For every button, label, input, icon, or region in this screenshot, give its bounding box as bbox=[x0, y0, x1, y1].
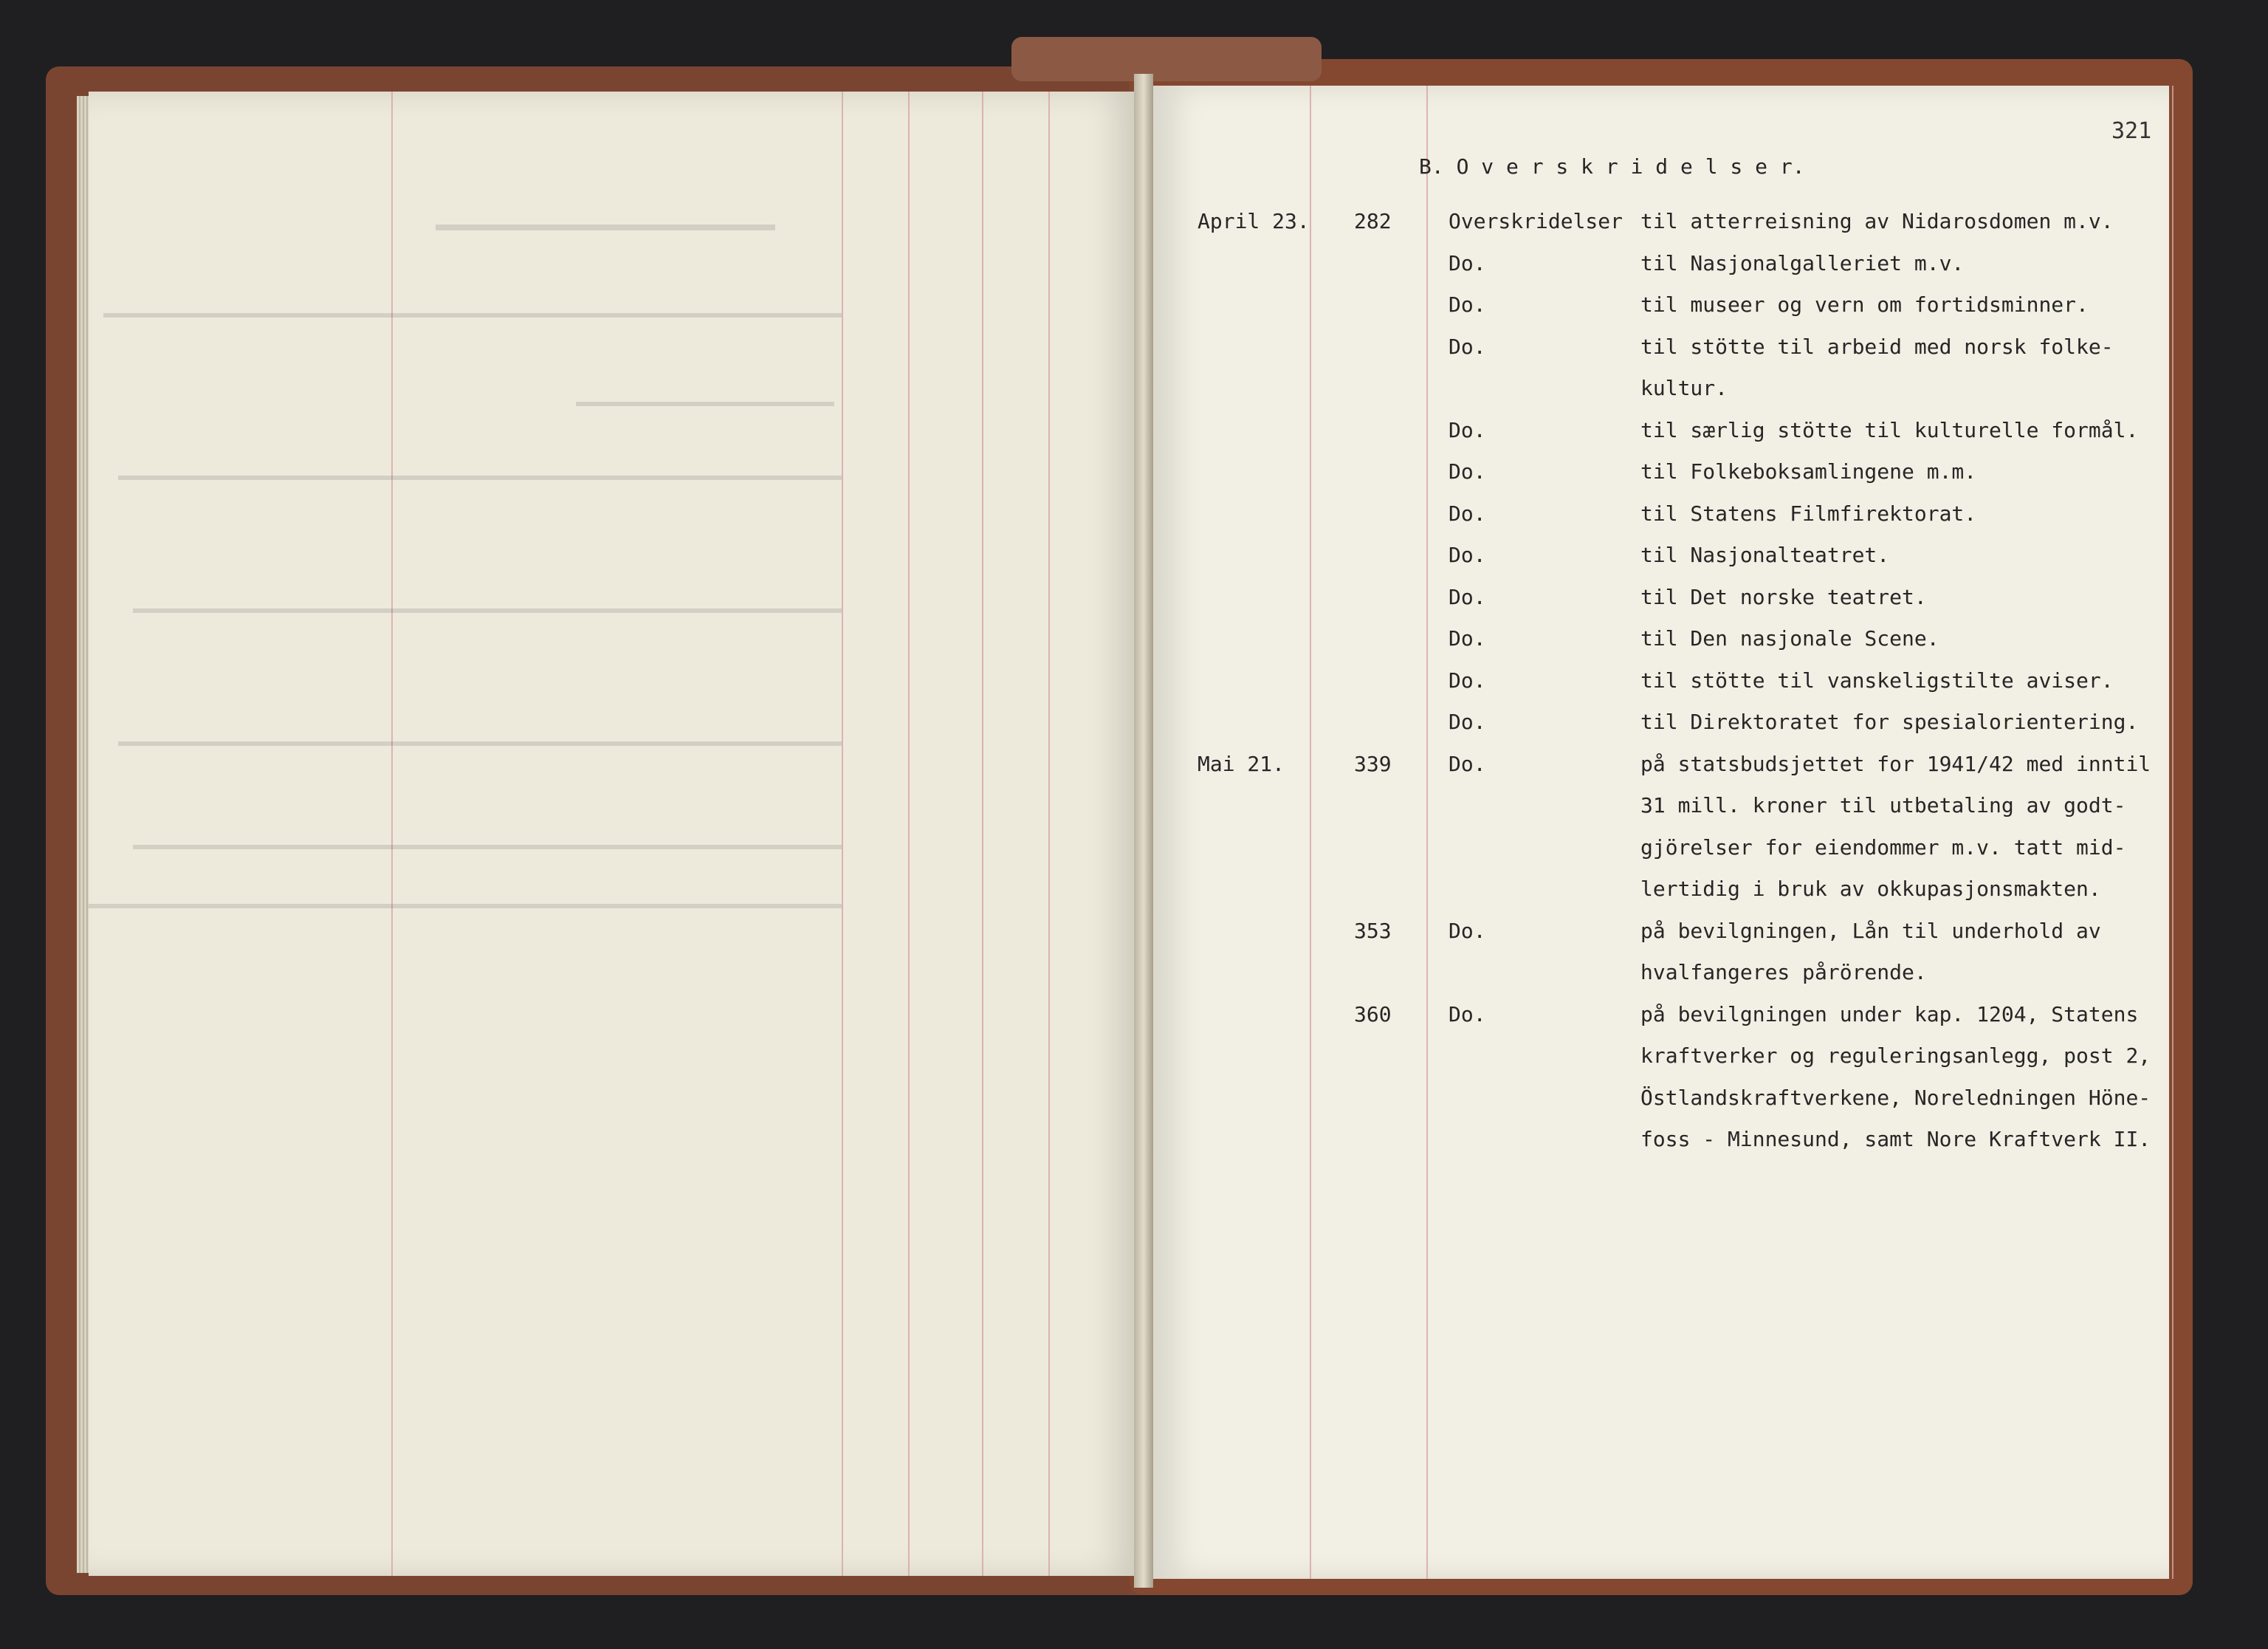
ruled-margin-line bbox=[2172, 86, 2174, 1579]
entry-date: Mai 21. bbox=[1197, 751, 1285, 776]
entry-text-line: Östlandskraftverkene, Noreledningen Höne- bbox=[1640, 1085, 2151, 1110]
book-spine bbox=[1134, 74, 1153, 1588]
entry-reference: Do. bbox=[1449, 459, 1486, 484]
entry-reference: Do. bbox=[1449, 543, 1486, 567]
bleed-through-text bbox=[118, 476, 842, 480]
ruled-margin-line bbox=[908, 92, 910, 1576]
entry-text-line: til Folkeboksamlingene m.m. bbox=[1640, 459, 1977, 484]
entry-text-line: på statsbudsjettet for 1941/42 med inntil bbox=[1640, 751, 2151, 776]
entry-reference: Do. bbox=[1449, 751, 1486, 776]
entry-text-line: til atterreisning av Nidarosdomen m.v. bbox=[1640, 209, 2114, 233]
entry-date: April 23. bbox=[1197, 209, 1310, 233]
bleed-through-text bbox=[436, 224, 775, 230]
entry-text-line: til stötte til arbeid med norsk folke- bbox=[1640, 334, 2114, 359]
entry-text-line: til særlig stötte til kulturelle formål. bbox=[1640, 417, 2139, 442]
ruled-margin-line bbox=[1426, 86, 1428, 1579]
entry-text-line: til Nasjonalteatret. bbox=[1640, 543, 1890, 567]
right-page bbox=[1153, 86, 2169, 1579]
entry-text-line: til Nasjonalgalleriet m.v. bbox=[1640, 250, 1965, 275]
ruled-margin-line bbox=[982, 92, 983, 1576]
entry-text-line: hvalfangeres pårörende. bbox=[1640, 960, 1927, 984]
ruled-margin-line bbox=[1310, 86, 1311, 1579]
spine-binding bbox=[1011, 37, 1322, 81]
entry-reference: Do. bbox=[1449, 250, 1486, 275]
bleed-through-text bbox=[118, 741, 842, 746]
entry-number: 339 bbox=[1354, 751, 1392, 776]
ruled-margin-line bbox=[842, 92, 843, 1576]
bleed-through-text bbox=[133, 845, 842, 849]
entry-text-line: på bevilgningen under kap. 1204, Statens bbox=[1640, 1001, 2139, 1026]
entry-text-line: til Den nasjonale Scene. bbox=[1640, 626, 1939, 651]
entry-text-line: til museer og vern om fortidsminner. bbox=[1640, 292, 2089, 317]
entry-text-line: til Det norske teatret. bbox=[1640, 584, 1927, 609]
entry-text-line: kultur. bbox=[1640, 376, 1728, 400]
entry-text-line: kraftverker og reguleringsanlegg, post 2, bbox=[1640, 1043, 2151, 1068]
entry-reference: Do. bbox=[1449, 668, 1486, 693]
entry-number: 282 bbox=[1354, 209, 1392, 233]
entry-reference: Do. bbox=[1449, 710, 1486, 734]
entry-text-line: til Statens Filmfirektorat. bbox=[1640, 501, 1977, 526]
bleed-through-text bbox=[133, 608, 842, 613]
entry-reference: Do. bbox=[1449, 918, 1486, 943]
entry-text-line: til stötte til vanskeligstilte aviser. bbox=[1640, 668, 2114, 693]
page-number: 321 bbox=[2111, 118, 2152, 144]
entry-text-line: 31 mill. kroner til utbetaling av godt- bbox=[1640, 793, 2126, 817]
section-heading: B. O v e r s k r i d e l s e r. bbox=[1419, 154, 1805, 179]
bleed-through-text bbox=[576, 402, 834, 406]
entry-reference: Do. bbox=[1449, 501, 1486, 526]
bleed-through-text bbox=[103, 313, 842, 318]
entry-text-line: lertidig i bruk av okkupasjonsmakten. bbox=[1640, 877, 2101, 901]
bleed-through-text bbox=[89, 904, 842, 908]
left-page bbox=[89, 92, 1137, 1576]
ruled-margin-line bbox=[1048, 92, 1050, 1576]
entry-reference: Overskridelser bbox=[1449, 209, 1623, 233]
entry-reference: Do. bbox=[1449, 292, 1486, 317]
page-edges bbox=[77, 96, 89, 1573]
entry-number: 353 bbox=[1354, 918, 1392, 943]
entry-number: 360 bbox=[1354, 1001, 1392, 1026]
entry-text-line: til Direktoratet for spesialorientering. bbox=[1640, 710, 2139, 734]
entry-text-line: på bevilgningen, Lån til underhold av bbox=[1640, 918, 2101, 943]
entry-reference: Do. bbox=[1449, 334, 1486, 359]
entry-reference: Do. bbox=[1449, 417, 1486, 442]
entry-text-line: gjörelser for eiendommer m.v. tatt mid- bbox=[1640, 834, 2126, 860]
entry-text-line: foss - Minnesund, samt Nore Kraftverk II. bbox=[1640, 1127, 2151, 1151]
entry-reference: Do. bbox=[1449, 626, 1486, 651]
entry-reference: Do. bbox=[1449, 584, 1486, 609]
entry-reference: Do. bbox=[1449, 1001, 1486, 1026]
